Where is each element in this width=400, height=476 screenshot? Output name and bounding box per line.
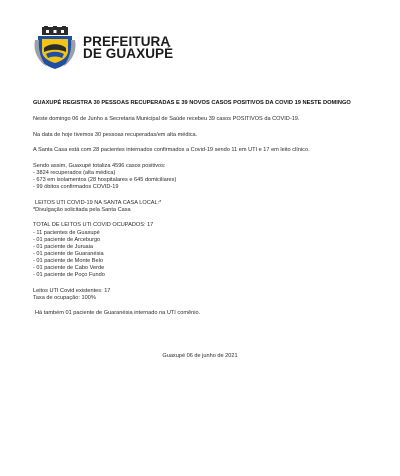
list-item: - 01 paciente de Poço Fundo	[33, 272, 105, 279]
logo-line-1: PREFEITURA	[83, 34, 171, 49]
paragraph-hospitalized: A Santa Casa está com 28 pacientes internados confirmados a Covid-19 sendo 11 em UTI e 17 em leito clínico.	[33, 147, 310, 154]
document-body	[33, 100, 373, 326]
list-item: - 3824 recuperados (alta médica)	[33, 169, 116, 176]
beds-existing: Leitos UTI Covid existentes: 17	[33, 287, 111, 294]
uti-total-title: TOTAL DE LEITOS UTI COVID OCUPADOS: 17	[33, 222, 154, 229]
city-crest-icon	[33, 26, 77, 70]
totals-intro: Sendo assim, Guaxupé totaliza 4596 casos positivos:	[33, 162, 166, 169]
uti-local-title: LEITOS UTI COVID-19 NA SANTA CASA LOCAL:*	[35, 199, 162, 206]
logo-wordmark	[83, 36, 173, 60]
uti-local-section	[33, 200, 373, 214]
uti-total-section	[33, 222, 373, 279]
uti-local-note: *Divulgação solicitada pela Santa Casa	[33, 206, 131, 213]
list-item: - 99 óbitos confirmados COVID-19	[33, 184, 119, 191]
list-item: - 673 em isolamentos (28 hospitalares e 645 domiciliares)	[33, 177, 177, 184]
document-headline: GUAXUPÉ REGISTRA 30 PESSOAS RECUPERADAS E 39 NOVOS CASOS POSITIVOS DA COVID 19 NESTE DOMINGO	[33, 100, 351, 106]
list-item: - 01 paciente de Guaranésia	[33, 250, 104, 257]
list-item: - 01 paciente de Arceburgo	[33, 236, 101, 243]
header	[33, 26, 373, 70]
paragraph-new-cases: Neste domingo 06 de Junho a Secretaria Municipal de Saúde recebeu 39 casos POSITIVOS da COVID-19.	[33, 116, 300, 123]
paragraph-guaranesia-patient: Há também 01 paciente de Guaranésia internado na UTI comênio.	[35, 310, 201, 317]
list-item: - 11 pacientes de Guaxupé	[33, 229, 100, 236]
list-item: - 01 paciente de Monte Belo	[33, 257, 103, 264]
totals-section	[33, 163, 373, 191]
document-date: Guaxupé 06 de junho de 2021	[162, 353, 238, 359]
logo-line-2: DE GUAXUPÉ	[83, 46, 174, 61]
capacity-section	[33, 288, 373, 302]
occupancy-rate: Taxa de ocupação: 100%	[33, 294, 96, 301]
list-item: - 01 paciente de Cabo Verde	[33, 265, 105, 271]
paragraph-recovered: Na data de hoje tivemos 30 pessoas recuperadas/em alta médica.	[33, 131, 198, 138]
list-item: - 01 paciente de Juruaia	[33, 243, 94, 250]
